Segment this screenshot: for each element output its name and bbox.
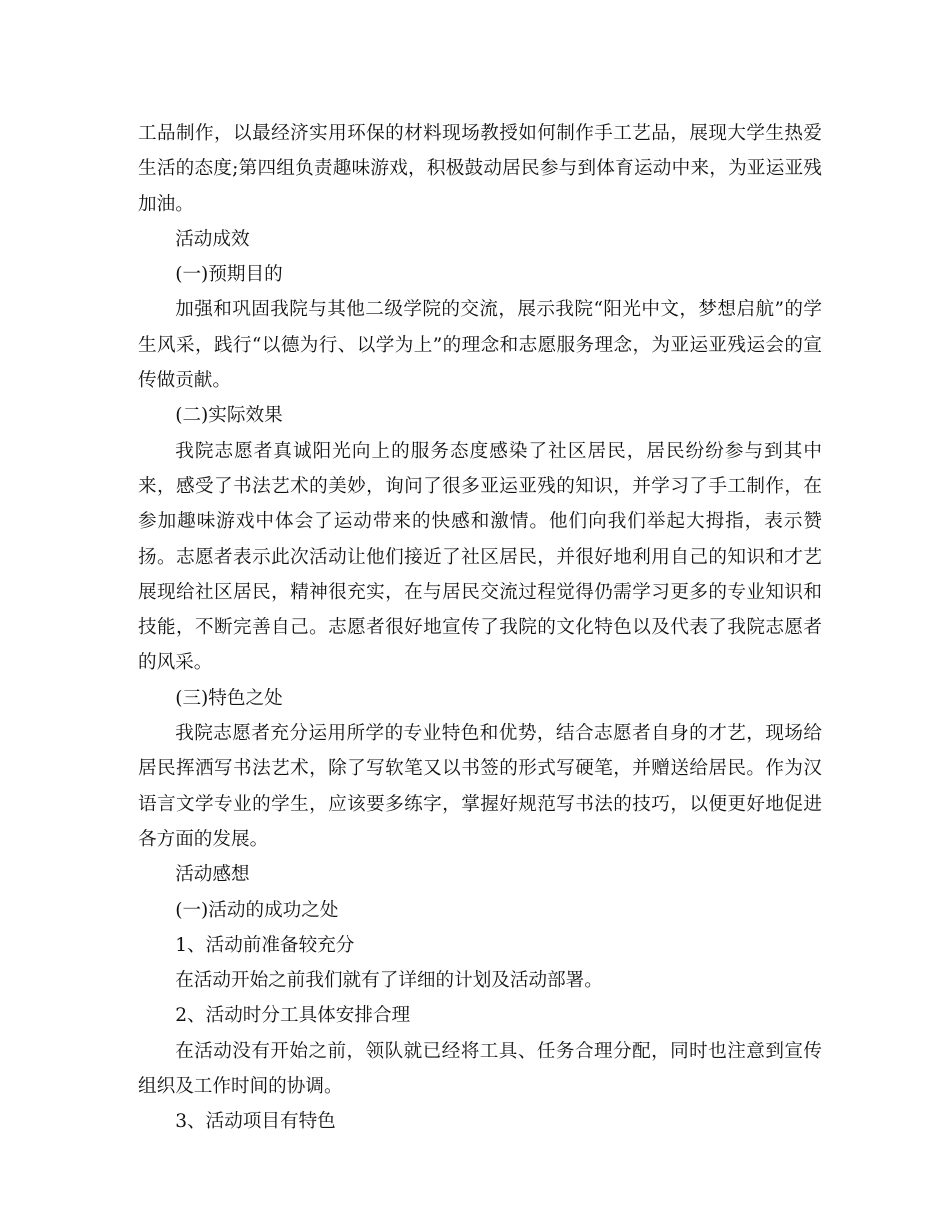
paragraph-actual-effects: 我院志愿者真诚阳光向上的服务态度感染了社区居民，居民纷纷参与到其中来，感受了书法艺术的美妙，询问了很多亚运亚残的知识，并学习了手工制作，在参加趣味游戏中体会了运动带来的快感和激情。他们向我们举起大拇指，表示赞扬。志愿者表示此次活动让他们接近了社区居民，并很好地利用自己的知识和才艺展现给社区居民，精神很充实，在与居民交流过程觉得仍需学习更多的专业知识和技能，不断完善自己。志愿者很好地宣传了我院的文化特色以及代表了我院志愿者的风采。 (138, 440, 822, 674)
subheading-actual-effects: (二)实际效果 (175, 405, 283, 427)
list-item-2-title: 2、活动时分工具体安排合理 (175, 1005, 411, 1027)
heading-activity-results: 活动成效 (175, 228, 250, 250)
list-item-1-body: 在活动开始之前我们就有了详细的计划及活动部署。 (175, 970, 603, 992)
paragraph-continuation: 工品制作，以最经济实用环保的材料现场教授如何制作手工艺品，展现大学生热爱生活的态度;第四组负责趣味游戏，积极鼓动居民参与到体育运动中来，为亚运亚残加油。 (138, 123, 822, 215)
heading-activity-reflections: 活动感想 (175, 864, 250, 886)
list-item-1-title: 1、活动前准备较充分 (175, 934, 355, 956)
list-item-2-body: 在活动没有开始之前，领队就已经将工具、任务合理分配，同时也注意到宣传组织及工作时间的协调。 (138, 1040, 822, 1098)
subheading-features: (三)特色之处 (175, 687, 283, 709)
subheading-successes: (一)活动的成功之处 (175, 899, 339, 921)
document-body (138, 116, 822, 1140)
paragraph-features: 我院志愿者充分运用所学的专业特色和优势，结合志愿者自身的才艺，现场给居民挥洒写书法艺术，除了写软笔又以书签的形式写硬笔，并赠送给居民。作为汉语言文学专业的学生，应该要多练字，掌握好规范写书法的技巧，以便更好地促进各方面的发展。 (138, 723, 822, 850)
list-item-3-title: 3、活动项目有特色 (175, 1111, 336, 1133)
paragraph-expected-goals: 加强和巩固我院与其他二级学院的交流，展示我院“阳光中文，梦想启航”的学生风采，践行“以德为行、以学为上”的理念和志愿服务理念，为亚运亚残运会的宣传做贡献。 (138, 299, 822, 392)
subheading-expected-goals: (一)预期目的 (175, 264, 283, 286)
